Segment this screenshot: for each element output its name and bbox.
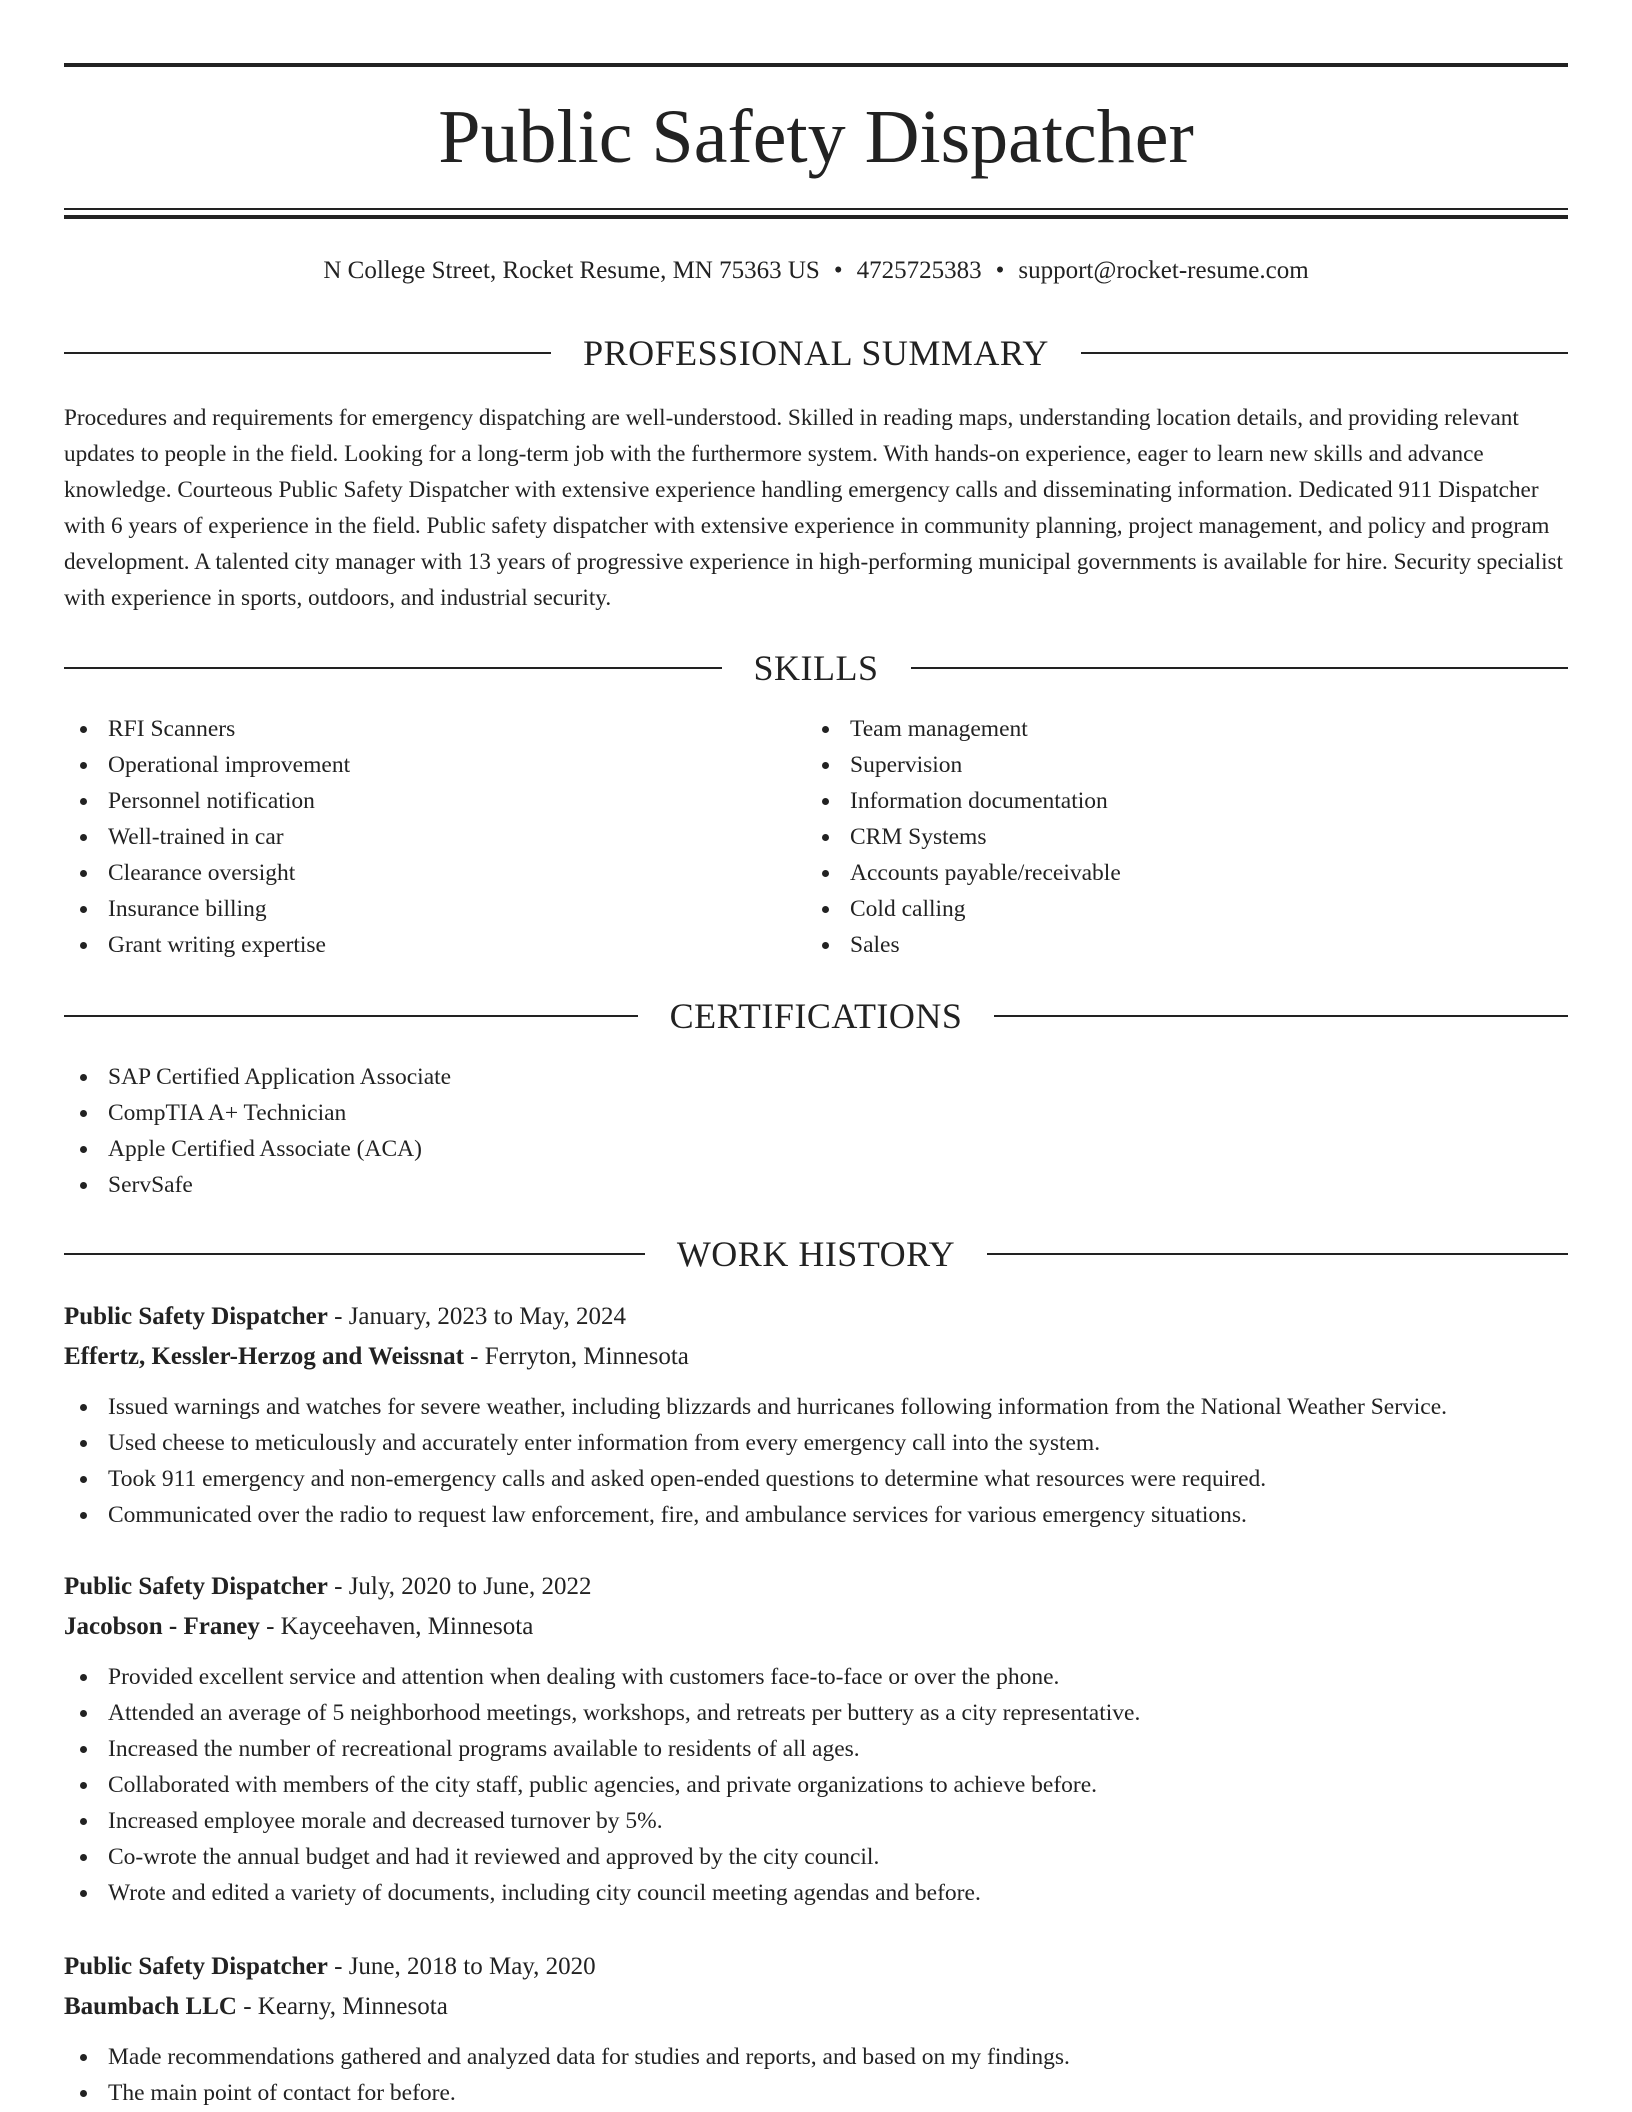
skill-item: Well-trained in car [64,819,764,855]
job-bullet-item: Increased employee morale and decreased turnover by 5%. [64,1803,1568,1839]
section-heading-certifications [64,996,1568,1036]
job-bullet-item: Issued warnings and watches for severe weather, including blizzards and hurricanes following information from the National Weather Service. [64,1389,1568,1425]
job-company-line [64,1337,1568,1377]
job-bullets [64,1659,1568,1911]
heading-line-left [64,1253,645,1255]
job-entry [64,1567,1568,1911]
job-bullet-item: Provided excellent service and attention when dealing with customers face-to-face or over the phone. [64,1659,1568,1695]
skills-column-left [64,711,764,963]
job-title-line [64,1567,1568,1607]
job-company-line [64,1987,1568,2027]
job-bullet-item: Attended an average of 5 neighborhood meetings, workshops, and retreats per buttery as a city representative. [64,1695,1568,1731]
section-title-work-history: WORK HISTORY [676,1234,956,1274]
section-title-certifications: CERTIFICATIONS [669,996,963,1036]
contact-separator: • [995,257,1005,284]
job-dates: - June, 2018 to May, 2020 [327,1953,596,1980]
job-bullet-item: Co-wrote the annual budget and had it reviewed and approved by the city council. [64,1839,1568,1875]
job-bullets [64,1389,1568,1533]
heading-line-left [64,352,551,354]
job-bullet-item: Took 911 emergency and non-emergency calls and asked open-ended questions to determine what resources were required. [64,1461,1568,1497]
job-bullet-item: The main point of contact for before. [64,2075,1568,2111]
header-bottom-rule-thin [64,208,1568,210]
job-title-line [64,1297,1568,1337]
certifications-block [64,1059,964,1203]
job-role: Public Safety Dispatcher [64,1573,328,1600]
candidate-name: Public Safety Dispatcher [438,95,1194,179]
skill-item: Grant writing expertise [64,927,764,963]
skill-item: Operational improvement [64,747,764,783]
job-bullet-item: Collaborated with members of the city staff, public agencies, and private organizations to achieve before. [64,1767,1568,1803]
contact-email: support@rocket-resume.com [1018,257,1309,284]
contact-line [64,256,1568,286]
job-role: Public Safety Dispatcher [64,1303,328,1330]
skill-item: Team management [806,711,1506,747]
skill-item: Accounts payable/receivable [806,855,1506,891]
job-dates: - July, 2020 to June, 2022 [327,1573,592,1600]
header-bottom-rule-thick [64,215,1568,219]
contact-address: N College Street, Rocket Resume, MN 75363 US [323,257,820,284]
certification-item: CompTIA A+ Technician [64,1095,964,1131]
job-bullet-item: Wrote and edited a variety of documents, including city council meeting agendas and before. [64,1875,1568,1911]
job-location: - Ferryton, Minnesota [463,1343,689,1370]
certification-item: ServSafe [64,1167,964,1203]
job-entry [64,1947,1568,2111]
skill-item: Clearance oversight [64,855,764,891]
section-title-summary: PROFESSIONAL SUMMARY [583,333,1049,373]
job-bullet-item: Increased the number of recreational programs available to residents of all ages. [64,1731,1568,1767]
job-dates: - January, 2023 to May, 2024 [327,1303,626,1330]
job-bullet-item: Made recommendations gathered and analyzed data for studies and reports, and based on my findings. [64,2039,1568,2075]
contact-separator: • [833,257,843,284]
skill-item: CRM Systems [806,819,1506,855]
skill-item: Sales [806,927,1506,963]
heading-line-right [994,1015,1568,1017]
section-title-skills: SKILLS [753,648,879,688]
job-bullet-item: Used cheese to meticulously and accurately enter information from every emergency call into the system. [64,1425,1568,1461]
skill-item: RFI Scanners [64,711,764,747]
skills-column-right [806,711,1506,963]
job-company: Baumbach LLC [64,1993,237,2020]
skills-list-left [64,711,764,963]
skill-item: Cold calling [806,891,1506,927]
job-company: Effertz, Kessler-Herzog and Weissnat [64,1343,464,1370]
job-entry [64,1297,1568,1533]
heading-line-left [64,1015,638,1017]
header-top-rule [64,63,1568,67]
job-company: Jacobson - Franey [64,1613,260,1640]
heading-line-left [64,667,722,669]
skill-item: Personnel notification [64,783,764,819]
heading-line-right [987,1253,1568,1255]
skill-item: Supervision [806,747,1506,783]
section-heading-skills [64,648,1568,688]
skill-item: Insurance billing [64,891,764,927]
section-heading-work-history [64,1234,1568,1274]
contact-phone: 4725725383 [856,257,982,284]
certifications-list [64,1059,964,1203]
job-bullet-item: Communicated over the radio to request law enforcement, fire, and ambulance services for various emergency situations. [64,1497,1568,1533]
heading-line-right [1081,352,1568,354]
heading-line-right [911,667,1569,669]
skill-item: Information documentation [806,783,1506,819]
certification-item: Apple Certified Associate (ACA) [64,1131,964,1167]
certification-item: SAP Certified Application Associate [64,1059,964,1095]
summary-text: Procedures and requirements for emergency dispatching are well-understood. Skilled in reading maps, understanding location details, and providing relevant updates to people in the field. Looking for a long-term job with the furthermore system. With hands-on experience, eager to learn new skills and advance knowledge. Courteous Public Safety Dispatcher with extensive experience handling emergency calls and disseminating information. Dedicated 911 Dispatcher with 6 years of experience in the field. Public safety dispatcher with extensive experience in community planning, project management, and policy and program development. A talented city manager with 13 years of progressive experience in high-performing municipal governments is available for hire. Security specialist with experience in sports, outdoors, and industrial security. [64,405,1563,611]
job-bullets [64,2039,1568,2111]
job-location: - Kayceehaven, Minnesota [259,1613,534,1640]
skills-list-right [806,711,1506,963]
job-title-line [64,1947,1568,1987]
job-location: - Kearny, Minnesota [236,1993,448,2020]
job-company-line [64,1607,1568,1647]
section-heading-summary [64,333,1568,373]
job-role: Public Safety Dispatcher [64,1953,328,1980]
